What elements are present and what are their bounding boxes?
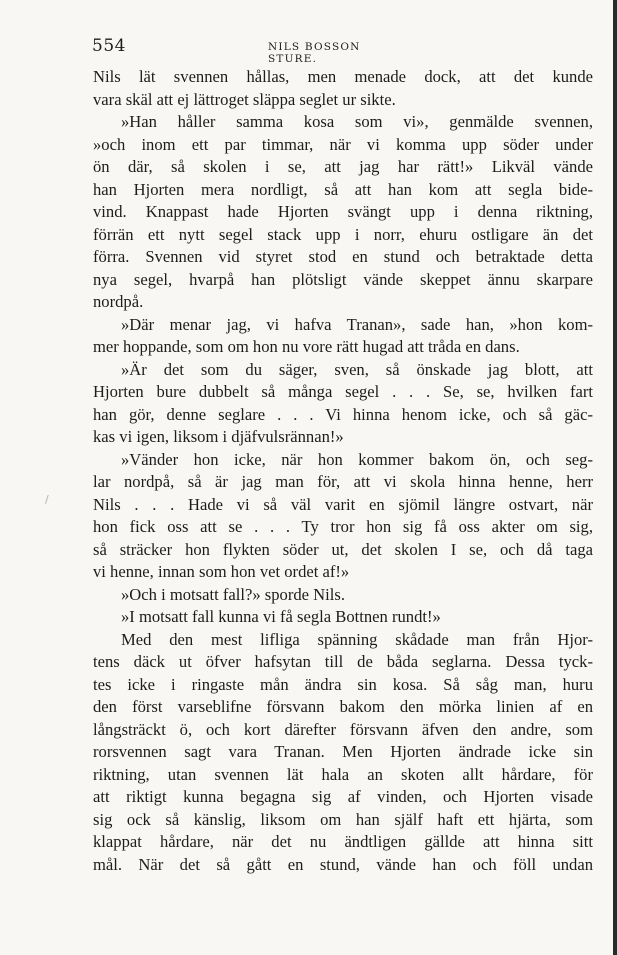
text-line: »I motsatt fall kunna vi få segla Bottnen rundt!» xyxy=(121,607,441,626)
text-line: förra. Svennen vid styret stod en stund och betraktade detta xyxy=(93,247,593,266)
text-line: nordpå. xyxy=(93,292,144,311)
margin-mark: / xyxy=(45,493,49,506)
page-edge xyxy=(613,0,617,955)
text-line: vind. Knappast hade Hjorten svängt upp i denna riktning, xyxy=(93,202,593,221)
text-line: »Där menar jag, vi hafva Tranan», sade han, »hon kom- xyxy=(121,314,593,334)
text-line: Nils lät svennen hållas, men menade dock, att det kunde xyxy=(93,67,593,86)
running-head-title: NILS BOSSON STURE. xyxy=(268,41,361,65)
body-text xyxy=(93,66,593,876)
text-line: »Är det som du säger, sven, så önskade jag blott, att xyxy=(121,359,593,379)
text-line: tens däck ut öfver hafsytan till de båda seglarna. Dessa tyck- xyxy=(93,652,593,671)
text-line: mål. När det så gått en stund, vände han och föll undan xyxy=(93,854,593,874)
text-line: att riktigt kunna begagna sig af vinden, och Hjorten visade xyxy=(93,787,593,806)
text-line: nya segel, hvarpå han plötsligt vände skeppet ännu skarpare xyxy=(93,269,593,289)
text-line: »Han håller samma kosa som vi», genmälde svennen, xyxy=(121,112,593,131)
text-line: »Vänder hon icke, när hon kommer bakom ön, och seg- xyxy=(121,449,593,469)
text-line: han Hjorten mera nordligt, så att han kom att segla bide- xyxy=(93,179,593,199)
text-line: lar nordpå, så är jag man för, att vi skola hinna henne, herr xyxy=(93,472,593,491)
text-line: ön där, så skolen i se, att jag har rätt!» Likväl vände xyxy=(93,157,593,176)
text-line: tes icke i ringaste mån ändra sin kosa. Så såg man, huru xyxy=(93,674,593,694)
text-line: långsträckt ö, och kort därefter försvann äfven den andre, som xyxy=(93,719,593,739)
text-line: Nils . . . Hade vi så väl varit en sjömil längre ostvart, när xyxy=(93,494,593,514)
text-line: »Och i motsatt fall?» sporde Nils. xyxy=(121,584,345,604)
text-line: Med den mest lifliga spänning skådade man från Hjor- xyxy=(121,629,593,649)
text-line: klappat hårdare, när det nu ändtligen gällde att hinna sitt xyxy=(93,832,593,851)
text-line: mer hoppande, som om hon nu vore rätt hugad att tråda en dans. xyxy=(93,337,520,356)
text-line: han gör, denne seglare . . . Vi hinna henom icke, och så gäc- xyxy=(93,404,593,424)
text-line: riktning, utan svennen lät hala an skoten allt hårdare, för xyxy=(93,764,593,784)
text-line: vi henne, innan som hon vet ordet af!» xyxy=(93,562,350,581)
text-line: vara skäl att ej lättroget släppa seglet ur sikte. xyxy=(93,89,396,109)
text-line: den först varseblifne försvann bakom den mörka linien af en xyxy=(93,697,593,716)
text-line: sig ock så känslig, liksom om han själf haft ett hjärta, som xyxy=(93,809,593,829)
text-line: »och inom ett par timmar, när vi komma upp söder under xyxy=(93,134,593,154)
text-line: kas vi igen, liksom i djäfvulsrännan!» xyxy=(93,427,344,446)
text-line: så sträcker hon flykten söder ut, det skolen I se, och då taga xyxy=(93,539,593,559)
text-line: Hjorten bure dubbelt så många segel . . . Se, se, hvilken fart xyxy=(93,382,593,401)
text-line: rorsvennen sagt vara Tranan. Men Hjorten ändrade icke sin xyxy=(93,742,593,761)
running-head xyxy=(92,36,410,65)
text-line: hon fick oss att se . . . Ty tror hon sig få oss akter om sig, xyxy=(93,517,593,536)
text-line: förrän ett nytt segel stack upp i norr, ehuru ostligare än det xyxy=(93,224,593,244)
page-number: 554 xyxy=(92,36,126,56)
